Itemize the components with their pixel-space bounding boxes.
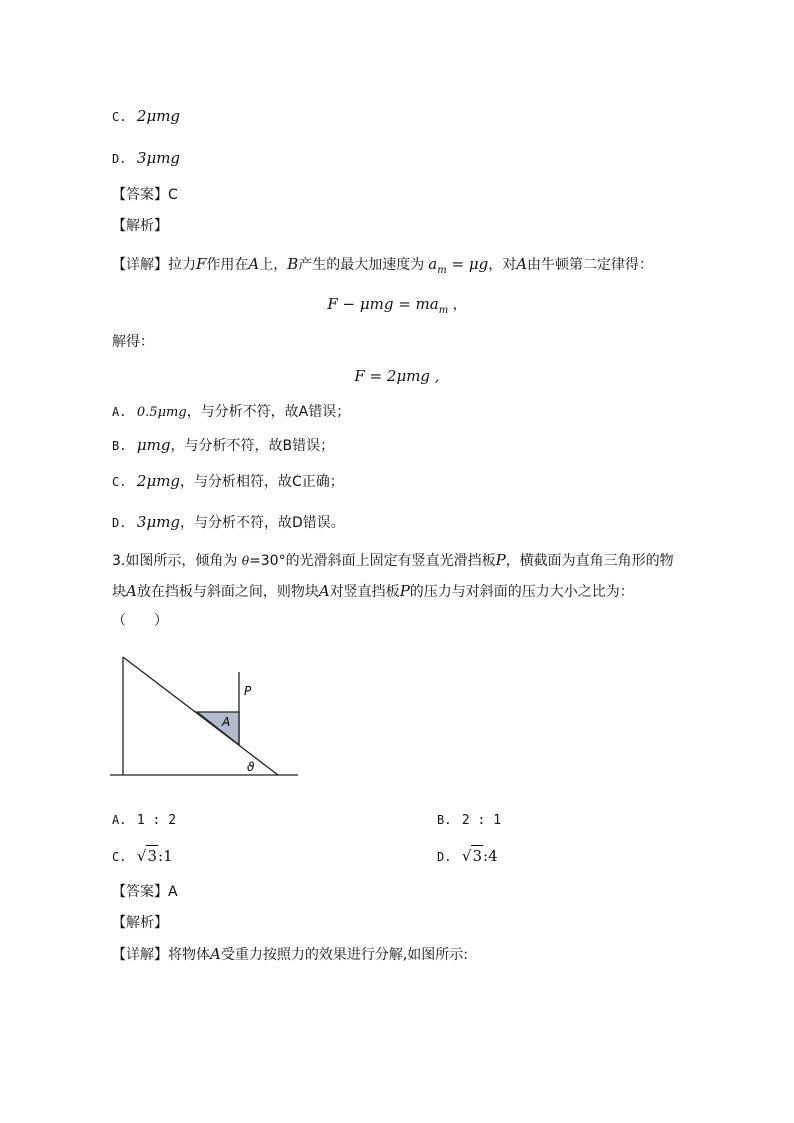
text-span: 由牛顿第二定律得： — [527, 257, 654, 273]
text-span: =30°的光滑斜面上固定有竖直光滑挡板 — [249, 553, 496, 569]
label-p: P — [244, 684, 252, 698]
incline-diagram — [108, 650, 302, 782]
choice-d[interactable] — [437, 845, 498, 867]
math-expr: F − μmg = ma — [327, 295, 439, 313]
math-var: A — [516, 255, 528, 273]
evaluation-text: ，与分析不符，故A错误； — [186, 404, 351, 420]
text-span: ， — [448, 297, 467, 313]
text-span: 【详解】将物体 — [112, 947, 210, 963]
sqrt-radicand: 3 — [472, 847, 483, 865]
text-span: 的压力与对斜面的压力大小之比为： — [409, 584, 634, 600]
question-3-line-2 — [112, 581, 634, 602]
option-label: A. — [112, 405, 127, 419]
choice-a[interactable] — [112, 810, 176, 831]
text-span: 上， — [259, 257, 288, 273]
math-var: A — [126, 582, 137, 600]
math-var: F — [196, 255, 207, 273]
evaluation-c — [112, 471, 344, 492]
option-label: C. — [112, 110, 127, 124]
equation-2 — [0, 366, 794, 387]
option-c-prev — [112, 106, 180, 127]
text-span: 产生的最大加速度为 — [298, 257, 425, 273]
option-d-prev — [112, 148, 180, 169]
block-a — [197, 712, 239, 745]
analysis-prev-title: 【解析】 — [112, 218, 168, 234]
text-span: 放在挡板与斜面之间，则物块 — [136, 584, 319, 600]
evaluation-b — [112, 435, 334, 456]
ratio-tail: :4 — [483, 847, 498, 865]
option-label: C. — [112, 475, 127, 489]
choice-label: B. — [437, 813, 452, 827]
sqrt-expr: √3:4 — [461, 847, 498, 865]
math-var: A — [210, 945, 221, 963]
option-label: D. — [112, 152, 127, 166]
evaluation-text: ，与分析相符，故C正确； — [180, 474, 344, 490]
sqrt-expr: √3:1 — [136, 847, 173, 865]
choice-value: 2 : 1 — [461, 813, 502, 828]
detail-3 — [112, 944, 468, 965]
math-expr: F = 2μmg , — [354, 367, 440, 385]
text-span: 【详解】拉力 — [112, 257, 196, 273]
choice-label: A. — [112, 813, 127, 827]
question-3-line-1 — [112, 550, 674, 571]
choice-b[interactable] — [437, 810, 501, 831]
choice-label: D. — [437, 850, 452, 864]
sqrt-radicand: 3 — [147, 847, 158, 865]
option-expr: 3μmg — [136, 149, 181, 167]
option-expr: 3μmg — [136, 513, 181, 531]
option-expr: 0.5μmg — [136, 405, 187, 420]
question-3-line-3: （ ） — [112, 613, 168, 629]
answer-3: 【答案】A — [112, 884, 178, 900]
text-span: 对竖直挡板 — [329, 584, 400, 600]
detail-prev — [112, 254, 653, 281]
text-span: 作用在 — [206, 257, 249, 273]
text-span: 3.如图所示，倾角为 — [112, 553, 242, 569]
choice-c[interactable] — [112, 845, 173, 867]
option-expr: 2μmg — [136, 472, 181, 490]
math-var: A — [318, 582, 330, 600]
choice-label: C. — [112, 850, 127, 864]
math-var: B — [287, 255, 299, 273]
label-a: A — [222, 715, 231, 729]
math-expr: = μg — [446, 255, 489, 273]
evaluation-text: ，与分析不符，故B错误； — [170, 438, 335, 454]
ratio-tail: :1 — [158, 847, 173, 865]
text-span: ，横截面为直角三角形的物 — [505, 553, 674, 569]
text-span: ，对 — [488, 257, 517, 273]
solve-label: 解得： — [112, 334, 154, 350]
answer-prev: 【答案】C — [112, 187, 178, 203]
equation-1 — [0, 294, 794, 321]
option-expr: μmg — [136, 436, 171, 454]
label-theta: ϑ — [247, 760, 255, 774]
math-subscript: m — [438, 304, 449, 316]
evaluation-text: ，与分析不符，故D错误。 — [180, 515, 345, 531]
math-var: P — [399, 582, 410, 600]
choice-value: 1 : 2 — [136, 813, 177, 828]
math-var: a — [428, 255, 438, 273]
evaluation-a — [112, 402, 350, 423]
analysis-3-title: 【解析】 — [112, 915, 168, 931]
math-var: θ — [241, 554, 250, 568]
math-var: A — [248, 255, 260, 273]
text-span: 块 — [112, 584, 126, 600]
text-span: 受重力按照力的效果进行分解,如图所示: — [220, 947, 469, 963]
math-subscript: m — [437, 264, 447, 276]
evaluation-d — [112, 512, 345, 533]
option-label: B. — [112, 439, 127, 453]
incline-surface — [123, 657, 278, 775]
option-label: D. — [112, 516, 127, 530]
option-expr: 2μmg — [136, 107, 181, 125]
math-var: P — [495, 551, 506, 569]
